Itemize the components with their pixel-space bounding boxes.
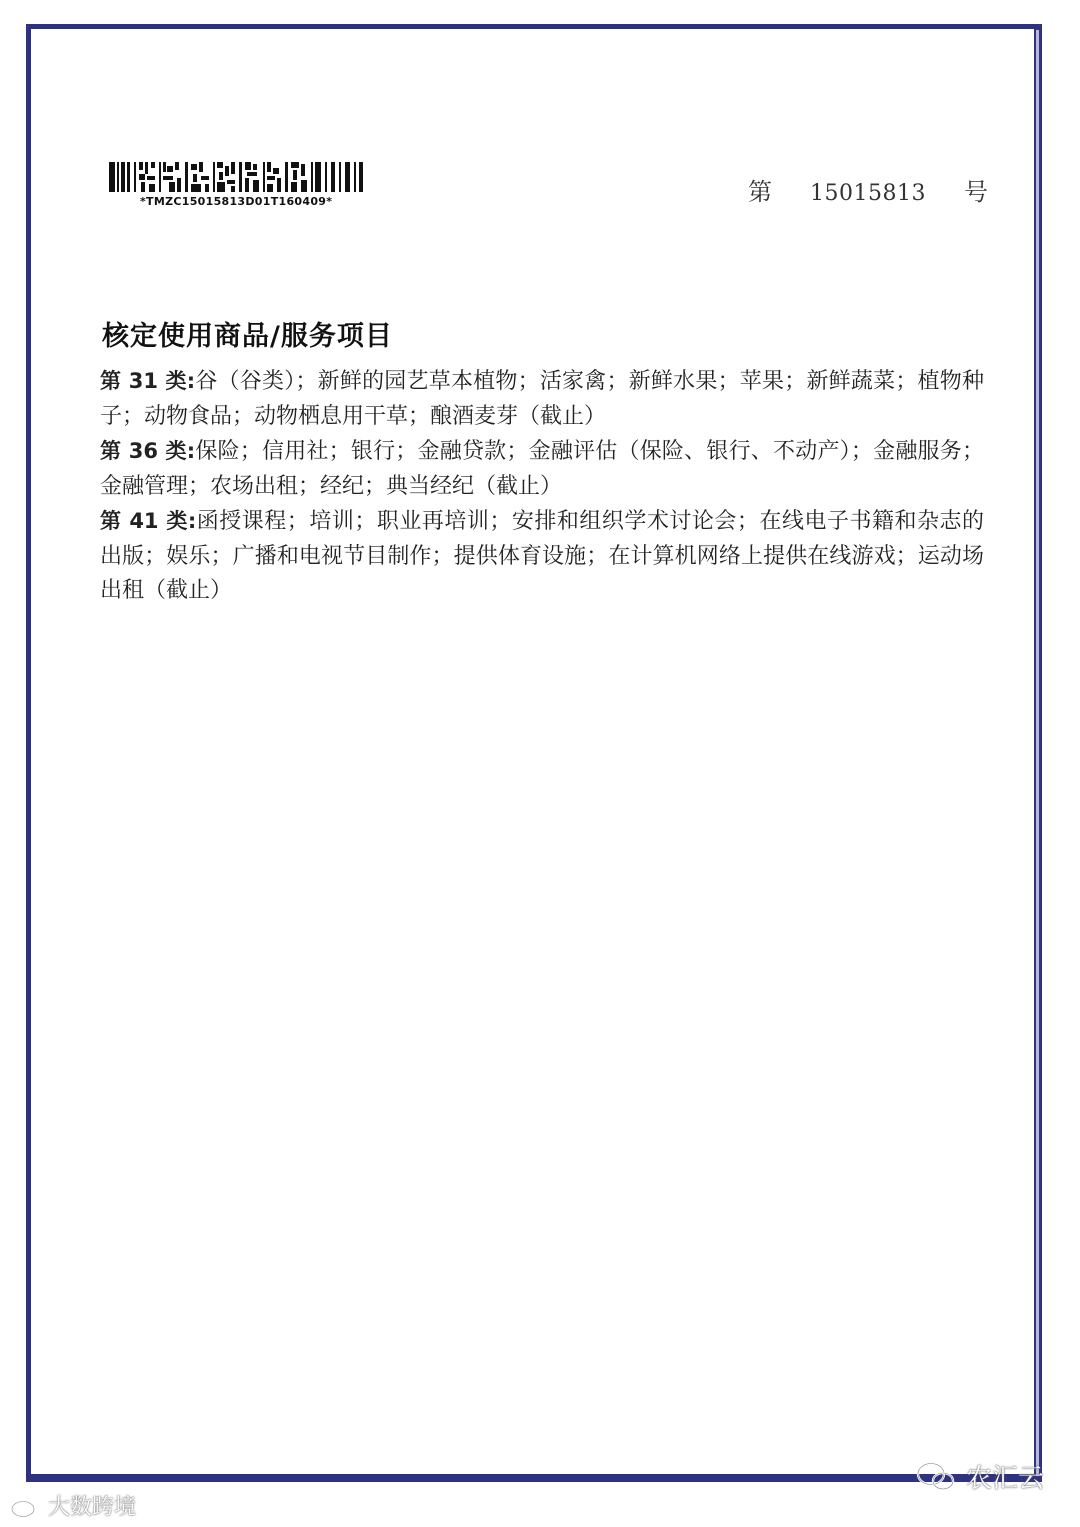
class-entry-31 [100, 364, 984, 434]
class-label: 第 31 类: [100, 369, 196, 393]
weibo-icon [10, 1494, 40, 1518]
registration-number [748, 172, 988, 207]
watermark-left-text: 大数跨境 [48, 1495, 137, 1520]
class-items: 保险；信用社；银行；金融贷款；金融评估（保险、银行、不动产）；金融服务；金融管理；农场出租；经纪；典当经纪（截止） [100, 439, 984, 499]
class-list [100, 364, 984, 609]
barcode [107, 160, 367, 194]
section-title: 核定使用商品/服务项目 [102, 321, 393, 352]
number-value: 15015813 [810, 181, 926, 206]
border-shadow [1036, 30, 1039, 1476]
number-prefix: 第 [748, 178, 772, 206]
class-items: 函授课程；培训；职业再培训；安排和组织学术讨论会；在线电子书籍和杂志的出版；娱乐；广播和电视节目制作；提供体育设施；在计算机网络上提供在线游戏；运动场出租（截止） [100, 509, 984, 603]
number-suffix: 号 [963, 178, 988, 206]
barcode-text: *TMZC15015813D01T160409* [140, 195, 333, 208]
class-label: 第 36 类: [100, 439, 196, 463]
class-items: 谷（谷类）；新鲜的园艺草本植物；活家禽；新鲜水果；苹果；新鲜蔬菜；植物种子；动物食品；动物栖息用干草；酿酒麦芽（截止） [100, 369, 984, 429]
wechat-icon [916, 1461, 956, 1493]
watermark-right-text: 农汇云 [965, 1464, 1044, 1494]
class-entry-41 [100, 504, 984, 609]
watermark-right [916, 1458, 1044, 1495]
watermark-left [10, 1490, 136, 1521]
document-border [26, 24, 1042, 1482]
class-entry-36 [100, 434, 984, 504]
class-label: 第 41 类: [100, 509, 197, 533]
